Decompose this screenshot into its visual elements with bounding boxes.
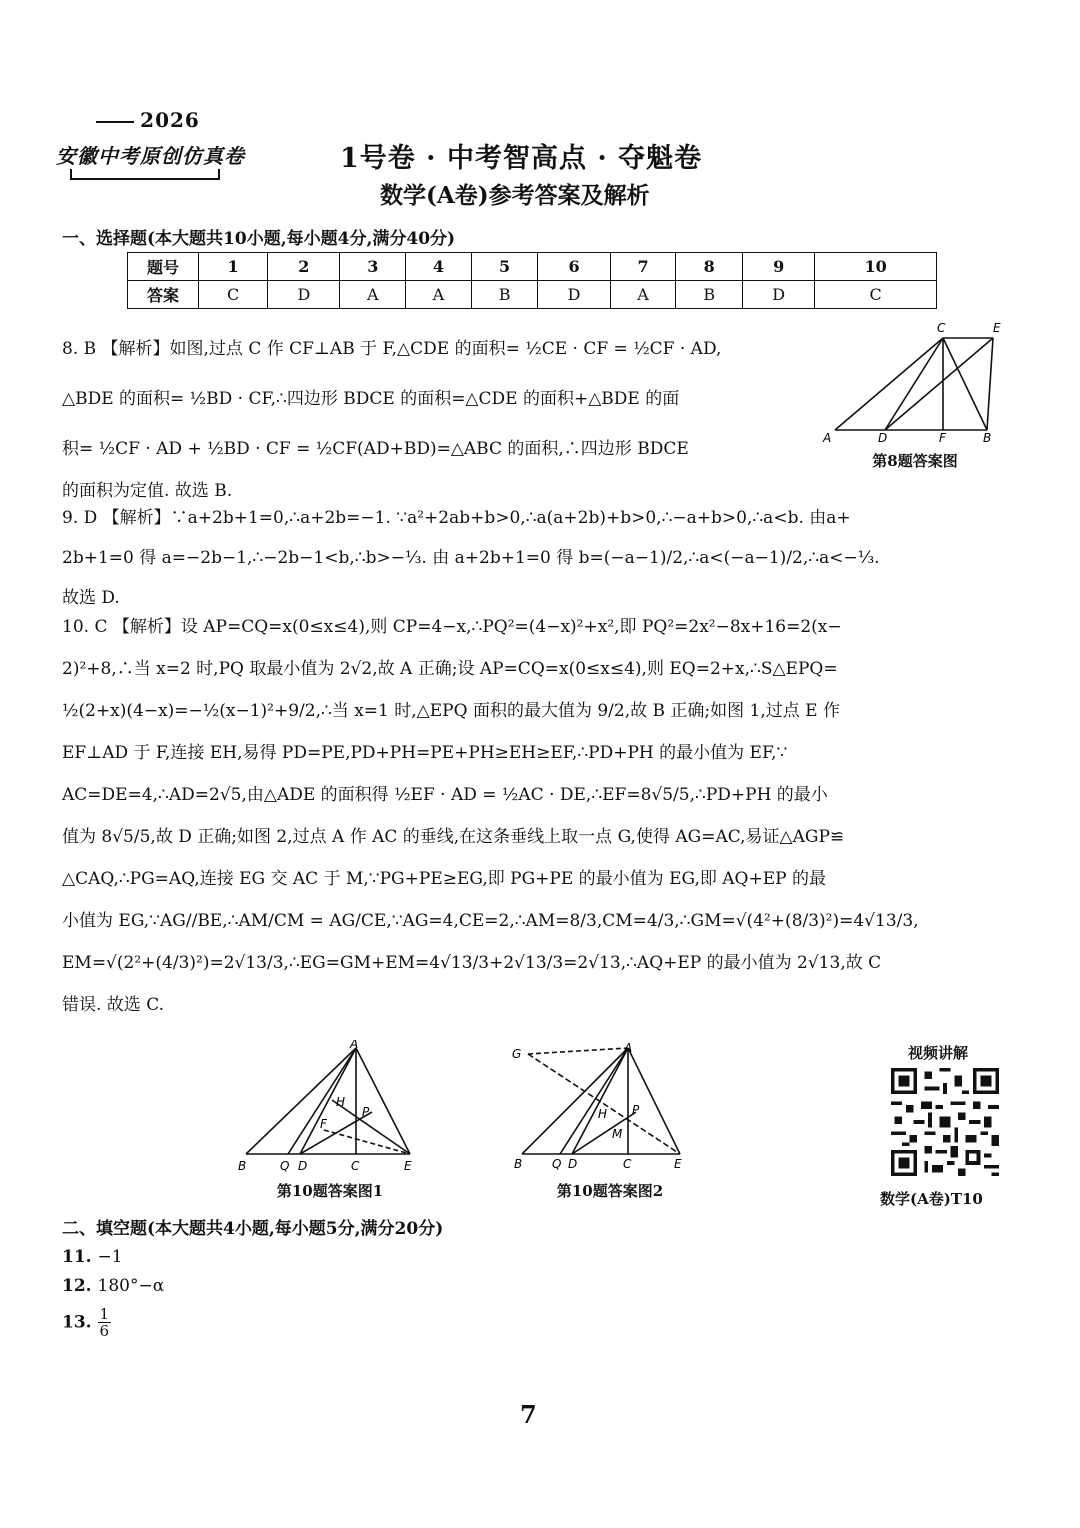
answer-cell: C [199,281,268,309]
q8-line: 8. B 【解析】如图,过点 C 作 CF⊥AB 于 F,△CDE 的面积= ½CE · CF = ½CF · AD, [62,339,722,359]
brand-year: 2026 [70,108,220,156]
fig2-label-c: C [623,1157,632,1171]
q10-solution [62,606,1012,1026]
q13-answer [62,1306,111,1339]
label-e: E [993,321,1001,335]
fig2-label-a: A [624,1041,633,1055]
fig1-label-b: B [238,1159,247,1173]
answer-cell: B [676,281,743,309]
question-number: 5 [471,253,538,281]
fig2-label-m: M [612,1127,623,1141]
q8-line: 积= ½CF · AD + ½BD · CF = ½CF(AD+BD)=△ABC 的面积,∴四边形 BDCE [62,439,689,459]
q10-figure-1-caption: 第10题答案图1 [276,1182,384,1200]
q10-line: △CAQ,∴PG=AQ,连接 EG 交 AC 于 M,∵PG+PE≥EG,即 PG+PE 的最小值为 EG,即 AQ+EP 的最 [62,869,826,889]
fig2-label-d: D [568,1157,578,1171]
numerator: 1 [99,1305,110,1323]
q10-figure-2-caption: 第10题答案图2 [556,1182,664,1200]
fig1-label-p: P [362,1105,370,1119]
answer-cell: A [340,281,406,309]
q10-line: 小值为 EG,∵AG//BE,∴AM/CM = AG/CE,∵AG=4,CE=2,∴AM=8/3,CM=4/3,∴GM=√(4²+(8/3)²)=4√13/3, [62,911,919,931]
answer-value: −1 [97,1247,123,1267]
question-number: 12. [62,1276,92,1296]
answer-cell: B [471,281,538,309]
fig2-label-g: G [512,1047,522,1061]
video-caption: 数学(A卷)T10 [880,1190,983,1208]
answer-table [127,252,937,309]
question-number: 6 [538,253,610,281]
segment-cb [943,338,987,430]
q9-solution [62,498,1012,618]
denominator: 6 [99,1322,110,1340]
row-header-question: 题号 [128,253,199,281]
question-number: 11. [62,1247,92,1267]
q10-line: EM=√(2²+(4/3)²)=2√13/3,∴EG=GM+EM=4√13/3+2√13/3=2√13,∴AQ+EP 的最小值为 2√13,故 C [62,953,882,973]
q10-line: EF⊥AD 于 F,连接 EH,易得 PD=PE,PD+PH=PE+PH≥EH≥EF,∴PD+PH 的最小值为 EF,∵ [62,743,788,763]
answer-cell: A [406,281,472,309]
fig1-label-d: D [298,1159,308,1173]
fig1-label-h: H [336,1095,346,1109]
section1-heading: 一、选择题(本大题共10小题,每小题4分,满分40分) [62,229,456,249]
fig2-label-p: P [632,1103,640,1117]
q10-line: 10. C 【解析】设 AP=CQ=x(0≤x≤4),则 CP=4−x,∴PQ²=(4−x)²+x²,即 PQ²=2x²−8x+16=2(x− [62,617,842,637]
answer-cell: C [815,281,937,309]
q8-line: 的面积为定值. 故选 B. [62,481,233,501]
label-b: B [983,431,992,445]
table-row [128,281,937,309]
q10-figure-1 [232,1040,432,1175]
q10-figure-2 [508,1040,708,1175]
label-f: F [939,431,946,445]
fraction [98,1306,112,1339]
segment-dc [885,338,943,430]
q8-solution [62,324,812,508]
question-number: 1 [199,253,268,281]
question-number: 4 [406,253,472,281]
row-header-answer: 答案 [128,281,199,309]
q10-line: 2)²+8,∴当 x=2 时,PQ 取最小值为 2√2,故 A 正确;设 AP=CQ=x(0≤x≤4),则 EQ=2+x,∴S△EPQ= [62,659,838,679]
label-d: D [878,431,888,445]
fig1-label-e: E [404,1159,412,1173]
table-row [128,253,937,281]
q9-line: 故选 D. [62,588,120,608]
q9-line: 9. D 【解析】∵a+2b+1=0,∴a+2b=−1. ∵a²+2ab+b>0,∴a(a+2b)+b>0,∴−a+b>0,∴a<b. 由a+ [62,508,851,528]
question-number: 9 [743,253,815,281]
answer-cell: A [610,281,676,309]
question-number: 13. [62,1312,92,1333]
fig2-label-q: Q [552,1157,562,1171]
qr-code-icon[interactable] [888,1068,1002,1176]
segment-eb [987,338,993,430]
fig1-label-q: Q [280,1159,290,1173]
fig1-label-f: F [320,1117,327,1131]
question-number: 8 [676,253,743,281]
q10-line: 错误. 故选 C. [62,995,165,1015]
answer-cell: D [268,281,340,309]
q11-answer [62,1247,123,1267]
segment-ac [835,338,943,430]
q8-line: △BDE 的面积= ½BD · CF,∴四边形 BDCE 的面积=△CDE 的面积+△BDE 的面 [62,389,680,409]
fig1-label-a: A [350,1040,359,1051]
question-number: 3 [340,253,406,281]
answer-value: 180°−α [97,1276,165,1296]
fig2-label-e: E [674,1157,682,1171]
q10-line: AC=DE=4,∴AD=2√5,由△ADE 的面积得 ½EF · AD = ½AC · DE,∴EF=8√5/5,∴PD+PH 的最小 [62,785,828,805]
q8-figure-caption: 第8题答案图 [872,452,958,470]
fig2-label-b: B [514,1157,523,1171]
page-number: 7 [520,1400,537,1429]
q9-line: 2b+1=0 得 a=−2b−1,∴−2b−1<b,∴b>−⅓. 由 a+2b+1=0 得 b=(−a−1)/2,∴a<(−a−1)/2,∴a<−⅓. [62,548,880,568]
label-a: A [823,431,832,445]
q10-line: ½(2+x)(4−x)=−½(x−1)²+9/2,∴当 x=1 时,△EPQ 面积的最大值为 9/2,故 B 正确;如图 1,过点 E 作 [62,701,840,721]
question-number: 7 [610,253,676,281]
page-title: 1号卷 · 中考智高点 · 夺魁卷 [340,143,703,174]
video-title: 视频讲解 [908,1044,969,1062]
question-number: 10 [815,253,937,281]
q12-answer [62,1276,164,1296]
question-number: 2 [268,253,340,281]
q10-line: 值为 8√5/5,故 D 正确;如图 2,过点 A 作 AC 的垂线,在这条垂线上取一点 G,使得 AG=AC,易证△AGP≌ [62,827,845,847]
fig1-label-c: C [351,1159,360,1173]
page-subtitle: 数学(A卷)参考答案及解析 [380,182,650,209]
segment-de [885,338,993,430]
section2-heading: 二、填空题(本大题共4小题,每小题5分,满分20分) [62,1219,444,1239]
fig2-label-h: H [598,1107,608,1121]
label-c: C [937,321,946,335]
brand-name: 安徽中考原创仿真卷 [56,140,245,169]
answer-cell: D [743,281,815,309]
answer-cell: D [538,281,610,309]
